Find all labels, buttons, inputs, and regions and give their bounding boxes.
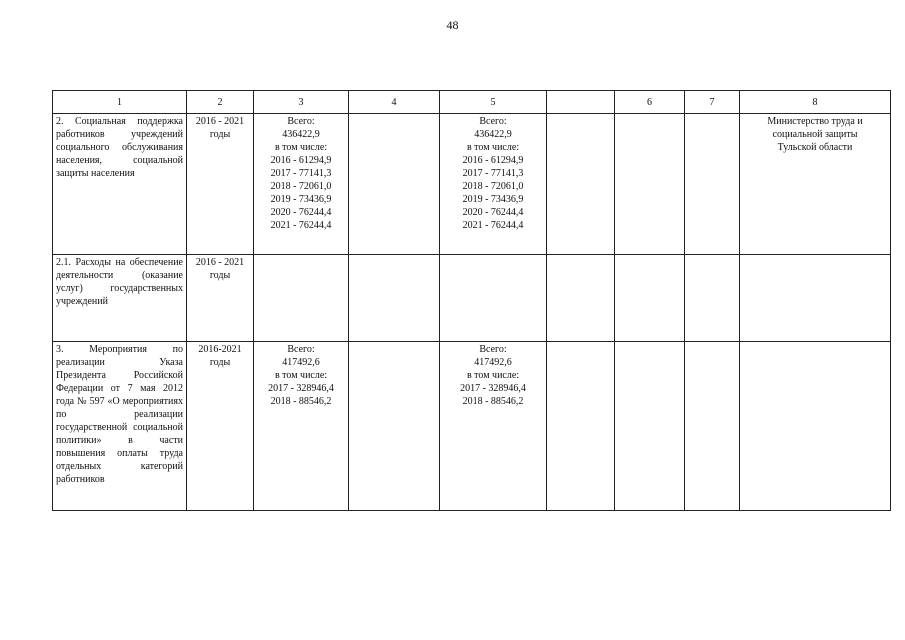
row-col8-cell: [740, 255, 891, 342]
col3-line: 436422,9: [282, 129, 320, 140]
row-col4-cell: [349, 114, 440, 255]
col3-line: 2018 - 88546,2: [270, 396, 332, 407]
table-row: [53, 342, 891, 511]
col5-line: 2017 - 328946,4: [460, 383, 526, 394]
col3-line: в том числе:: [274, 370, 328, 381]
header-col-1: 1: [53, 91, 187, 114]
col3-line: 2021 - 76244,4: [270, 220, 332, 231]
row-period-cell: 2016-2021 годы: [187, 342, 254, 511]
row-name-cell: 2.1. Расходы на обеспечение деятельности (оказание услуг) государственных учреждений: [53, 255, 187, 342]
col5-line: 2019 - 73436,9: [462, 194, 524, 205]
row-col4-cell: [349, 255, 440, 342]
col3-line: 2017 - 77141,3: [270, 168, 332, 179]
row-period-cell: 2016 - 2021 годы: [187, 114, 254, 255]
row-col7-cell: [685, 342, 740, 511]
row-col3-cell: [254, 342, 349, 511]
col5-line: 436422,9: [474, 129, 512, 140]
col8-line: Тульской области: [777, 142, 853, 153]
row-col-blank-cell: [547, 342, 615, 511]
row-col6-cell: [615, 342, 685, 511]
row-col-blank-cell: [547, 255, 615, 342]
page-number: 48: [446, 18, 459, 32]
row-col4-cell: [349, 342, 440, 511]
col3-line: Всего:: [287, 344, 315, 355]
row-col6-cell: [615, 255, 685, 342]
col3-line: 2018 - 72061,0: [270, 181, 332, 192]
col5-line: в том числе:: [466, 370, 520, 381]
header-col-7: 7: [685, 91, 740, 114]
col5-line: 2017 - 77141,3: [462, 168, 524, 179]
col3-line: 417492,6: [282, 357, 320, 368]
header-row: [53, 91, 891, 114]
col3-line: 2020 - 76244,4: [270, 207, 332, 218]
row-name-cell: 2. Социальная поддержка работников учреждений социального обслуживания населения, социальной защиты населения: [53, 114, 187, 255]
row-col7-cell: [685, 255, 740, 342]
col3-line: 2016 - 61294,9: [270, 155, 332, 166]
header-col-4: 4: [349, 91, 440, 114]
col3-line: в том числе:: [274, 142, 328, 153]
header-col-5: 5: [440, 91, 547, 114]
header-col-3: 3: [254, 91, 349, 114]
row-col8-cell: [740, 114, 891, 255]
row-col3-cell: [254, 114, 349, 255]
col5-line: Всего:: [479, 116, 507, 127]
col5-line: 2018 - 88546,2: [462, 396, 524, 407]
row-col5-cell: [440, 255, 547, 342]
header-col-2: 2: [187, 91, 254, 114]
col5-line: 2016 - 61294,9: [462, 155, 524, 166]
col3-line: Всего:: [287, 116, 315, 127]
header-col-blank: [547, 91, 615, 114]
row-col8-cell: [740, 342, 891, 511]
row-col3-cell: [254, 255, 349, 342]
col8-line: Министерство труда и: [767, 116, 863, 127]
row-col5-cell: [440, 114, 547, 255]
row-col7-cell: [685, 114, 740, 255]
header-col-6: 6: [615, 91, 685, 114]
col5-line: в том числе:: [466, 142, 520, 153]
col3-line: 2017 - 328946,4: [268, 383, 334, 394]
col5-line: 2018 - 72061,0: [462, 181, 524, 192]
row-name-cell: 3. Мероприятия по реализации Указа Президента Российской Федерации от 7 мая 2012 года № 597 «О мероприятиях по реализации государственной социальной политики» в части повышения оплаты труда отдельных категорий работников: [53, 342, 187, 511]
col5-line: 417492,6: [474, 357, 512, 368]
row-col6-cell: [615, 114, 685, 255]
col5-line: 2020 - 76244,4: [462, 207, 524, 218]
col3-line: 2019 - 73436,9: [270, 194, 332, 205]
table-row: [53, 255, 891, 342]
col8-line: социальной защиты: [772, 129, 858, 140]
col5-line: 2021 - 76244,4: [462, 220, 524, 231]
row-period-cell: 2016 - 2021 годы: [187, 255, 254, 342]
table-row: [53, 114, 891, 255]
program-table: [52, 90, 891, 511]
header-col-8: 8: [740, 91, 891, 114]
row-col5-cell: [440, 342, 547, 511]
col5-line: Всего:: [479, 344, 507, 355]
row-col-blank-cell: [547, 114, 615, 255]
